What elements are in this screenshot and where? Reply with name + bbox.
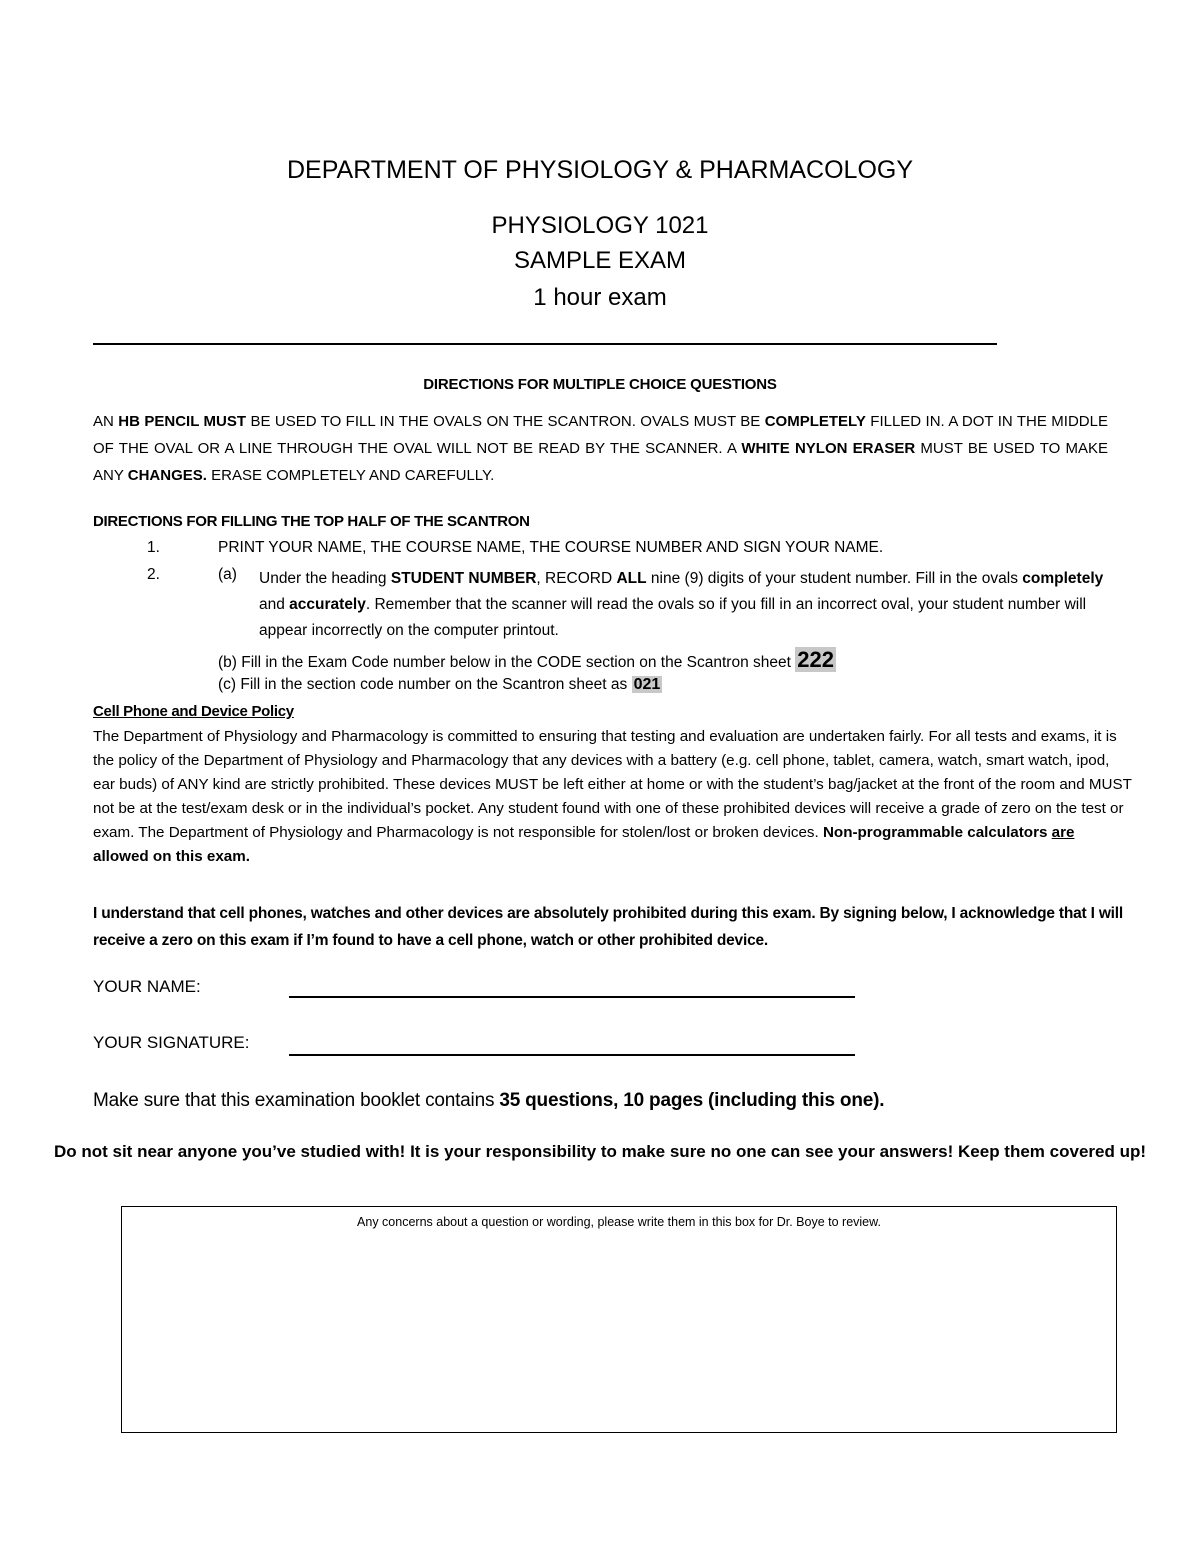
name-label: YOUR NAME: xyxy=(93,977,201,996)
list-item-2c: (c) Fill in the section code number on the Scantron sheet as 021 xyxy=(218,676,661,693)
seating-warning: Do not sit near anyone you’ve studied with! It is your responsibility to make sure no one can see your answers! Keep them covered up! xyxy=(53,1142,1147,1161)
section-code-badge: 021 xyxy=(633,676,661,693)
list-item-1: PRINT YOUR NAME, THE COURSE NAME, THE COURSE NUMBER AND SIGN YOUR NAME. xyxy=(218,539,884,556)
signature-line[interactable] xyxy=(289,1054,855,1056)
list-item-2a-label: (a) xyxy=(218,566,237,583)
policy-heading: Cell Phone and Device Policy xyxy=(93,703,294,720)
list-number-2: 2. xyxy=(147,566,160,583)
exam-type: SAMPLE EXAM xyxy=(513,247,687,274)
department-title: DEPARTMENT OF PHYSIOLOGY & PHARMACOLOGY xyxy=(286,156,914,184)
exam-code-badge: 222 xyxy=(797,647,834,672)
signature-label: YOUR SIGNATURE: xyxy=(93,1033,250,1052)
mc-directions-body: AN HB PENCIL MUST BE USED TO FILL IN THE OVALS ON THE SCANTRON. OVALS MUST BE COMPLETELY FILLED IN. A DOT IN THE MIDDLE OF THE OVAL OR A LINE THROUGH THE OVAL WILL NOT BE READ BY THE SCANNER. A WHITE NYLON ERASER MUST BE USED TO MAKE ANY CHANGES. ERASE COMPLETELY AND CAREFULLY. xyxy=(93,413,1109,484)
policy-body: The Department of Physiology and Pharmacology is committed to ensuring that testing and evaluation are undertaken fairly. For all tests and exams, it is the policy of the Department of Physiology and Pharmacology that any devices with a battery (e.g. cell phone, tablet, camera, watch, smart watch, ipod, ear buds) of ANY kind are strictly prohibited. These devices MUST be left either at home or with the student’s bag/jacket at the front of the room and MUST not be at the test/exam desk or in the individual’s pocket. Any student found with one of these prohibited devices will receive a grade of zero on the test or exam. The Department of Physiology and Pharmacology is not responsible for stolen/lost or broken devices. Non-programmable calculators are allowed on this exam. xyxy=(93,728,1132,865)
concerns-box[interactable] xyxy=(121,1206,1117,1433)
exam-duration: 1 hour exam xyxy=(533,284,667,311)
course-title: PHYSIOLOGY 1021 xyxy=(491,212,709,239)
booklet-contents-note: Make sure that this examination booklet contains 35 questions, 10 pages (including this one). xyxy=(93,1090,885,1111)
concerns-box-label: Any concerns about a question or wording, please write them in this box for Dr. Boye to review. xyxy=(357,1215,881,1229)
header-divider xyxy=(93,343,997,345)
mc-directions-heading: DIRECTIONS FOR MULTIPLE CHOICE QUESTIONS xyxy=(423,376,777,393)
list-item-2a-text: Under the heading STUDENT NUMBER, RECORD ALL nine (9) digits of your student number. Fill in the ovals completely and accurately. Remember that the scanner will read the ovals so if you fill in an incorrect oval, your student number will appear incorrectly on the computer printout. xyxy=(259,570,1104,639)
name-line[interactable] xyxy=(289,996,855,998)
list-item-2b: (b) Fill in the Exam Code number below in the CODE section on the Scantron sheet 222 xyxy=(218,647,834,672)
scantron-directions-heading: DIRECTIONS FOR FILLING THE TOP HALF OF THE SCANTRON xyxy=(93,513,530,530)
list-number-1: 1. xyxy=(147,539,160,556)
acknowledgement-statement: I understand that cell phones, watches and other devices are absolutely prohibited during this exam. By signing below, I acknowledge that I will receive a zero on this exam if I’m found to have a cell phone, watch or other prohibited device. xyxy=(93,905,1123,949)
